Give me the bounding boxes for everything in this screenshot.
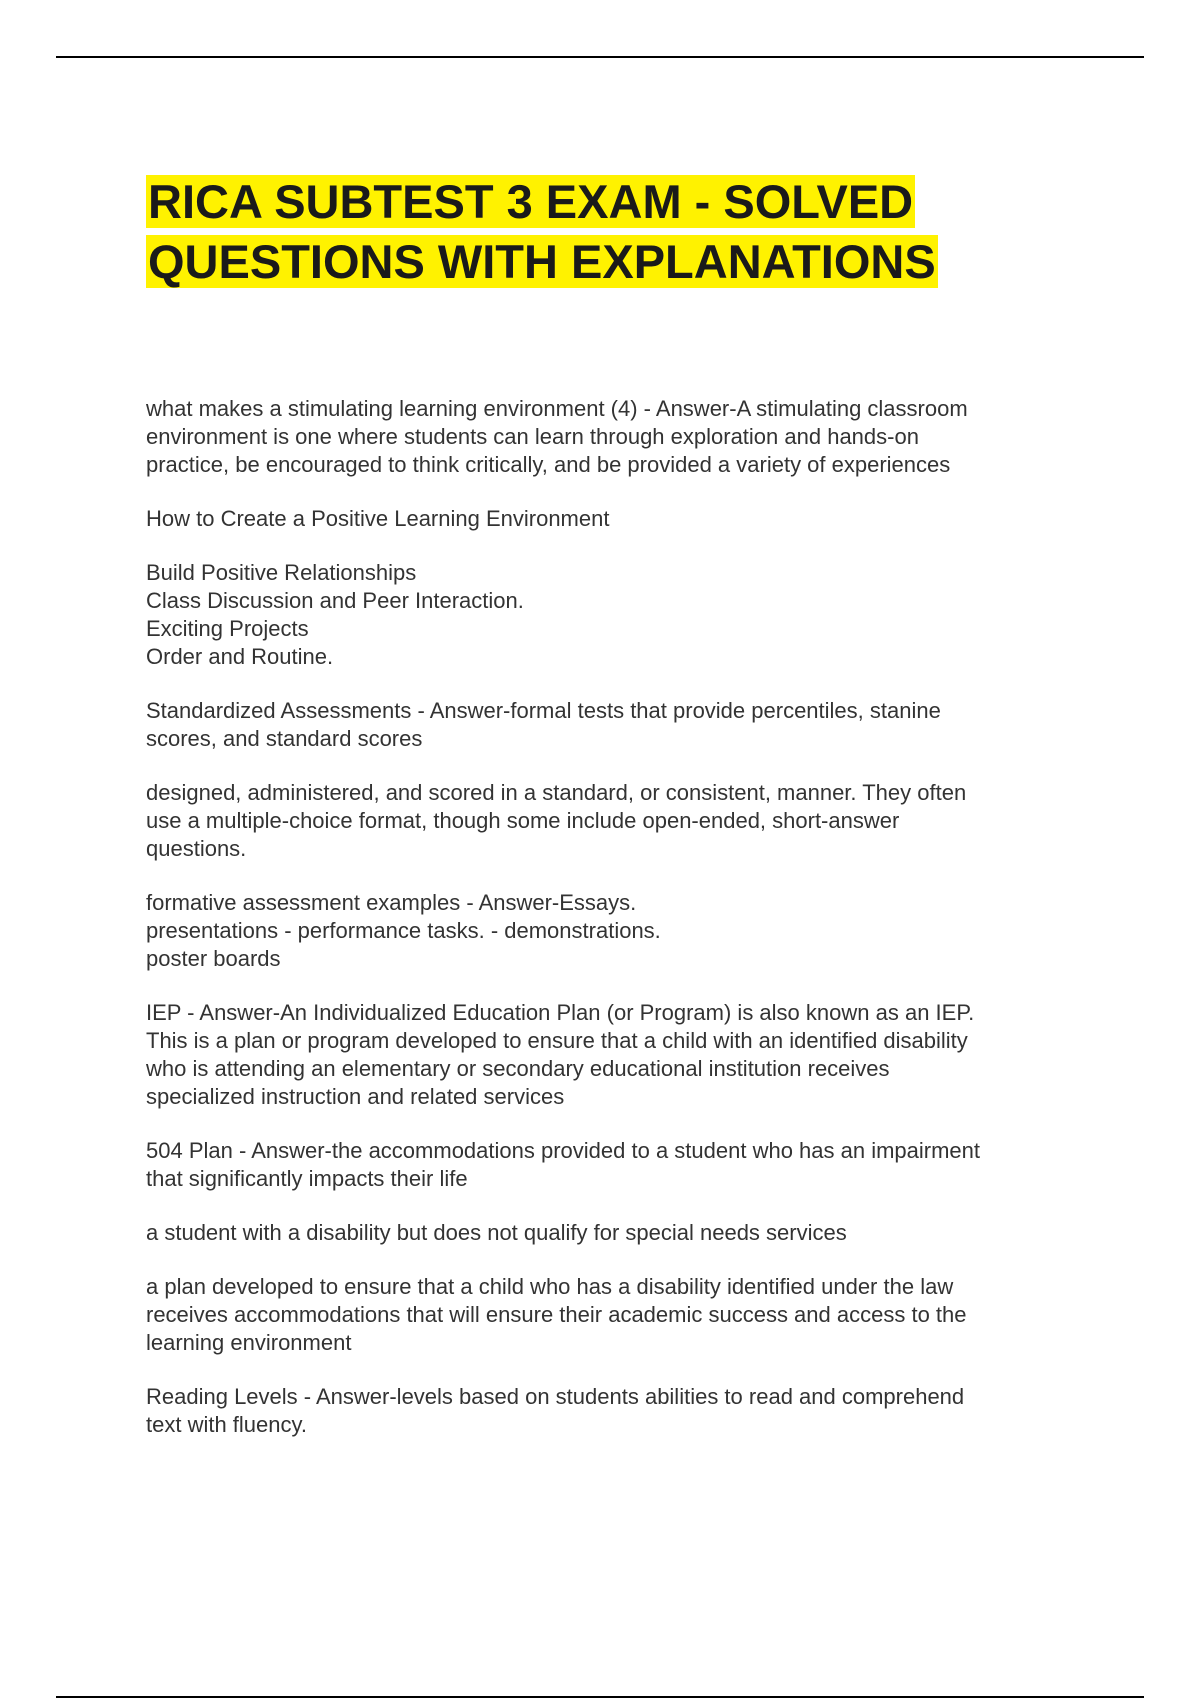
paragraph-line: who is attending an elementary or secondary educational institution receives — [146, 1056, 890, 1081]
paragraph-line: what makes a stimulating learning environment (4) - Answer-A stimulating classroom — [146, 396, 968, 421]
paragraph-9 — [146, 1219, 1086, 1247]
paragraph-line: questions. — [146, 836, 247, 861]
paragraph-line: How to Create a Positive Learning Environment — [146, 506, 610, 531]
paragraph-line: Reading Levels - Answer-levels based on students abilities to read and comprehend — [146, 1384, 965, 1409]
paragraph-7 — [146, 999, 1086, 1111]
paragraph-11 — [146, 1383, 1086, 1439]
top-rule — [56, 56, 1144, 58]
paragraph-line: environment is one where students can learn through exploration and hands-on — [146, 424, 919, 449]
paragraph-line: formative assessment examples - Answer-Essays. — [146, 890, 637, 915]
document-body — [146, 395, 1086, 1465]
document-title — [146, 172, 1106, 292]
paragraph-line: 504 Plan - Answer-the accommodations provided to a student who has an impairment — [146, 1138, 981, 1163]
paragraph-line: poster boards — [146, 946, 281, 971]
document-title-line-1: RICA SUBTEST 3 EXAM - SOLVED — [148, 175, 914, 228]
paragraph-line: learning environment — [146, 1330, 352, 1355]
paragraph-10 — [146, 1273, 1086, 1357]
paragraph-line: IEP - Answer-An Individualized Education Plan (or Program) is also known as an IEP. — [146, 1000, 975, 1025]
paragraph-line: Build Positive Relationships — [146, 560, 417, 585]
paragraph-6 — [146, 889, 1086, 973]
paragraph-line: text with fluency. — [146, 1412, 307, 1437]
paragraph-3 — [146, 559, 1086, 671]
paragraph-2 — [146, 505, 1086, 533]
paragraph-line: designed, administered, and scored in a standard, or consistent, manner. They often — [146, 780, 967, 805]
paragraph-line: receives accommodations that will ensure their academic success and access to the — [146, 1302, 967, 1327]
bottom-rule — [56, 1696, 1144, 1698]
paragraph-line: a student with a disability but does not qualify for special needs services — [146, 1220, 847, 1245]
paragraph-1 — [146, 395, 1086, 479]
paragraph-line: scores, and standard scores — [146, 726, 423, 751]
paragraph-4 — [146, 697, 1086, 753]
paragraph-line: presentations - performance tasks. - demonstrations. — [146, 918, 661, 943]
paragraph-line: use a multiple-choice format, though some include open-ended, short-answer — [146, 808, 900, 833]
paragraph-line: specialized instruction and related services — [146, 1084, 565, 1109]
paragraph-5 — [146, 779, 1086, 863]
paragraph-8 — [146, 1137, 1086, 1193]
paragraph-line: This is a plan or program developed to ensure that a child with an identified disability — [146, 1028, 968, 1053]
document-title-line-2: QUESTIONS WITH EXPLANATIONS — [148, 235, 936, 288]
paragraph-line: Standardized Assessments - Answer-formal tests that provide percentiles, stanine — [146, 698, 941, 723]
paragraph-line: Order and Routine. — [146, 644, 334, 669]
paragraph-line: a plan developed to ensure that a child who has a disability identified under the law — [146, 1274, 954, 1299]
paragraph-line: Class Discussion and Peer Interaction. — [146, 588, 524, 613]
paragraph-line: Exciting Projects — [146, 616, 309, 641]
paragraph-line: practice, be encouraged to think critically, and be provided a variety of experiences — [146, 452, 951, 477]
paragraph-line: that significantly impacts their life — [146, 1166, 468, 1191]
